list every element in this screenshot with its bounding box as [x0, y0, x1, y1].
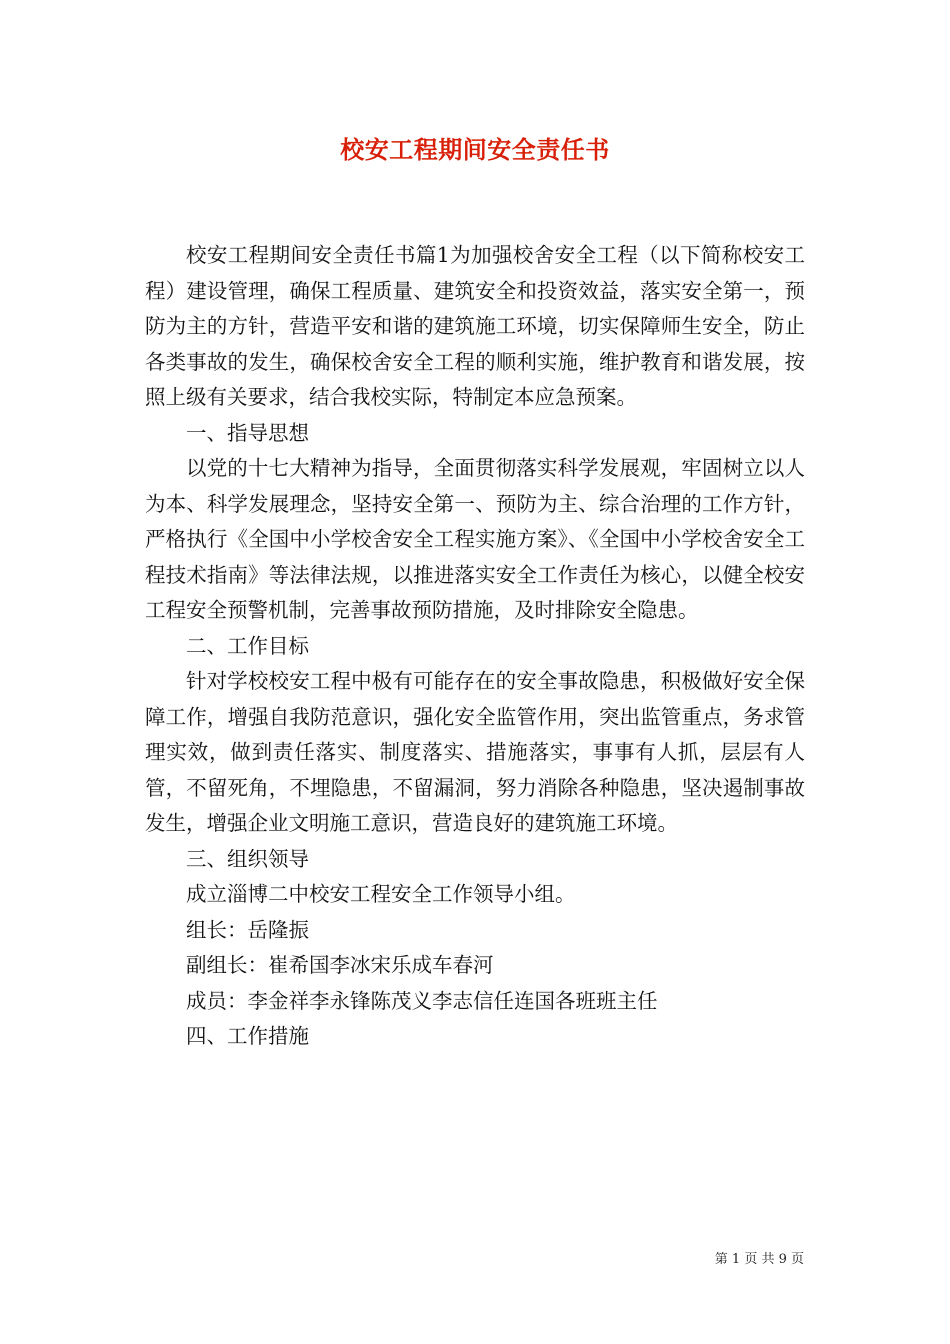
paragraph-deputy-leaders: 副组长：崔希国李冰宋乐成车春河: [186, 953, 494, 977]
paragraph-guiding-ideology: 以党的十七大精神为指导，全面贯彻落实科学发展观，牢固树立以人为本、科学发展理念，坚持安全第一、预防为主、综合治理的工作方针，严格执行《全国中小学校舍安全工程实施方案》、《全国中小学校舍安全工程技术指南》等法律法规，以推进落实安全工作责任为核心，以健全校安工程安全预警机制，完善事故预防措施，及时排除安全隐患。: [145, 456, 805, 622]
heading-guiding-ideology: 一、指导思想: [186, 420, 309, 445]
page-number: 第 1 页 共 9 页: [714, 1252, 804, 1267]
heading-organization: 三、组织领导: [186, 846, 309, 871]
document-body: [145, 238, 805, 1055]
paragraph-group-leader: 组长：岳隆振: [186, 917, 309, 942]
heading-work-goals: 二、工作目标: [186, 633, 309, 658]
paragraph-leading-group: 成立淄博二中校安工程安全工作领导小组。: [186, 882, 576, 906]
paragraph-work-goals: 针对学校校安工程中极有可能存在的安全事故隐患，积极做好安全保障工作，增强自我防范意识，强化安全监管作用，突出监管重点，务求管理实效，做到责任落实、制度落实、措施落实，事事有人抓，层层有人管，不留死角，不埋隐患，不留漏洞，努力消除各种隐患，坚决遏制事故发生，增强企业文明施工意识，营造良好的建筑施工环境。: [145, 669, 805, 835]
paragraph-members: 成员：李金祥李永锋陈茂义李志信任连国各班班主任: [186, 988, 658, 1013]
document-title: 校安工程期间安全责任书: [340, 135, 610, 164]
heading-work-measures: 四、工作措施: [186, 1024, 309, 1048]
paragraph-intro: 校安工程期间安全责任书篇1为加强校舍安全工程（以下简称校安工程）建设管理，确保工程质量、建筑安全和投资效益，落实安全第一，预防为主的方针，营造平安和谐的建筑施工环境，切实保障师生安全，防止各类事故的发生，确保校舍安全工程的顺利实施，维护教育和谐发展，按照上级有关要求，结合我校实际，特制定本应急预案。: [145, 243, 805, 409]
